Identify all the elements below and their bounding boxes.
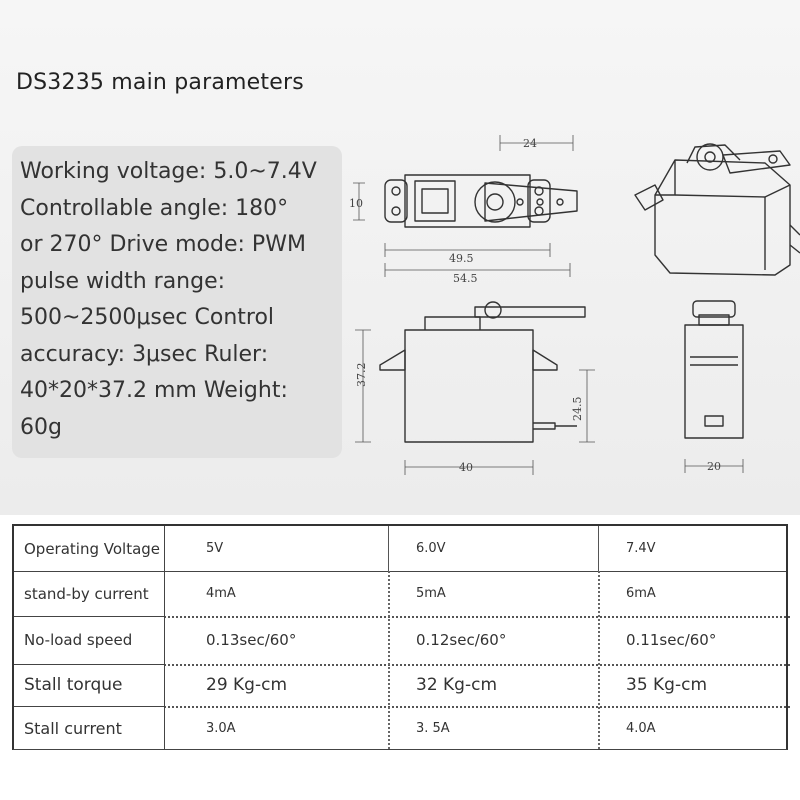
- row-separator: [164, 664, 790, 666]
- column-divider: [388, 571, 390, 749]
- row-label: No-load speed: [24, 631, 133, 649]
- dim-shaft-height: 24.5: [571, 396, 584, 421]
- row-value: 3.0A: [206, 720, 236, 736]
- servo-3d-view: [635, 144, 800, 275]
- table-row: [14, 571, 786, 616]
- column-divider: [598, 571, 600, 749]
- dim-inner-length: 49.5: [449, 252, 474, 265]
- row-value: 0.13sec/60°: [206, 631, 297, 649]
- row-label: Stall current: [24, 718, 122, 738]
- row-label: Operating Voltage: [24, 539, 161, 558]
- row-separator: [14, 616, 164, 617]
- row-value: 0.12sec/60°: [416, 631, 507, 649]
- column-divider: [388, 526, 389, 571]
- dim-body-width: 20: [707, 460, 721, 473]
- row-value: 6.0V: [416, 541, 446, 556]
- dim-body-length: 40: [459, 461, 473, 474]
- dim-top-width: 24: [523, 137, 537, 150]
- page-title: DS3235 main parameters: [16, 70, 304, 95]
- row-separator: [14, 571, 786, 572]
- row-separator: [164, 706, 790, 708]
- column-divider: [598, 526, 599, 571]
- dim-outer-length: 54.5: [453, 272, 478, 285]
- row-value: 0.11sec/60°: [626, 631, 717, 649]
- row-value: 4mA: [206, 586, 236, 601]
- row-value: 35 Kg-cm: [626, 675, 708, 695]
- row-separator: [164, 616, 790, 618]
- table-row: [14, 616, 786, 664]
- dim-top-height: 10: [349, 197, 363, 210]
- table-row: [14, 526, 786, 571]
- row-value: 5V: [206, 541, 224, 556]
- servo-top-view: [385, 175, 577, 227]
- row-label: Stall torque: [24, 675, 123, 695]
- row-value: 32 Kg-cm: [416, 675, 498, 695]
- row-value: 29 Kg-cm: [206, 675, 288, 695]
- table-row: [14, 664, 786, 706]
- parameters-text: Working voltage: 5.0~7.4V Controllable angle: 180° or 270° Drive mode: PWM pulse width range: 500~2500μsec Control accuracy: 3μsec Ruler: 40*20*37.2 mm Weight: 60g: [20, 159, 317, 440]
- servo-side-view: [380, 302, 585, 442]
- table-row: [14, 706, 786, 750]
- row-separator: [14, 664, 164, 665]
- row-value: 4.0A: [626, 720, 656, 736]
- row-value: 5mA: [416, 586, 446, 601]
- servo-dimension-drawing: [345, 125, 800, 495]
- row-value: 3. 5A: [416, 720, 450, 736]
- row-separator: [14, 706, 164, 707]
- row-value: 6mA: [626, 586, 656, 601]
- spec-table: [12, 524, 788, 750]
- servo-front-view: [685, 301, 743, 438]
- dim-body-height: 37.2: [355, 362, 368, 387]
- row-value: 7.4V: [626, 541, 656, 556]
- row-label: stand-by current: [24, 584, 149, 603]
- column-divider: [164, 526, 165, 749]
